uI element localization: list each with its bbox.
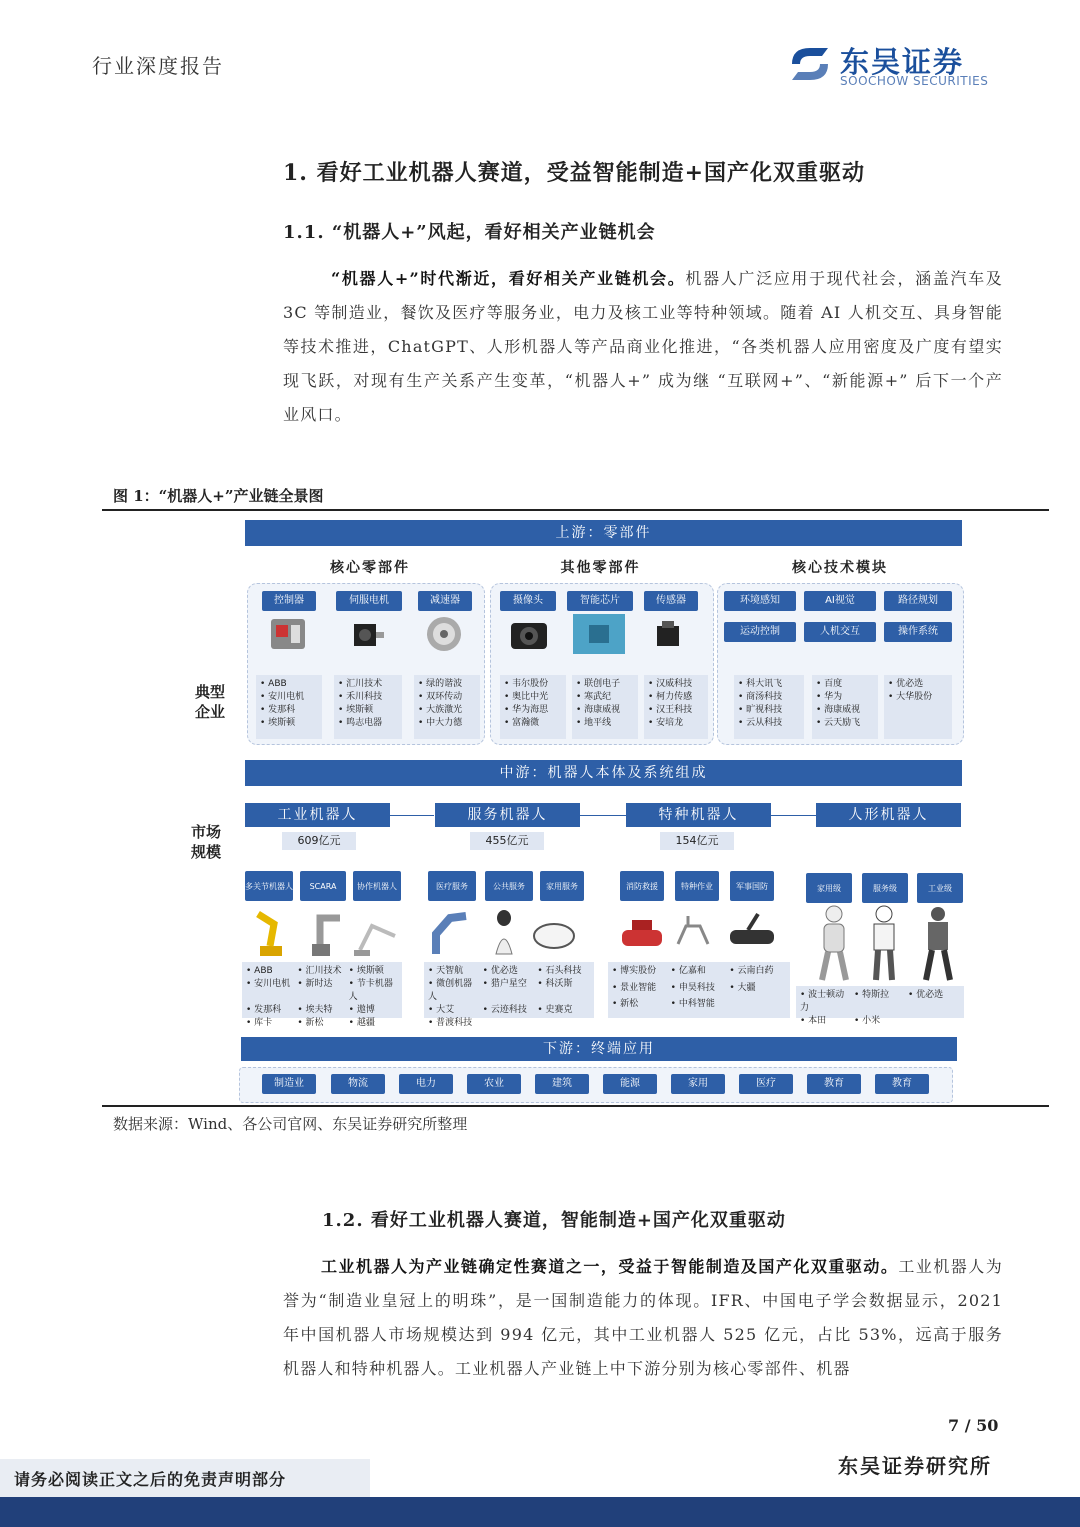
servo-motor-image [350,616,386,652]
section-1-2-body: 工业机器人为誉为“制造业皇冠上的明珠”，是一国制造能力的体现。IFR、中国电子学会数据显示，2021 年中国机器人市场规模达到 994 亿元，其中工业机器人 525 亿元，占比 53%，远高于服务机器人和特种机器人。工业机器人产业链上中下游分别为核心零部件、机器 [283,1257,1004,1378]
group-core-tech-title: 核心技术模块 [792,560,888,576]
list-controller-companies: • ABB • 安川电机 • 发那科 • 埃斯顿 [256,675,322,739]
app-energy: 能源 [603,1074,657,1094]
app-manufacturing: 制造业 [262,1074,316,1094]
reducer-image [424,614,464,654]
app-construction: 建筑 [535,1074,589,1094]
section-1-2-title: 1.2. 看好工业机器人赛道，智能制造+国产化双重驱动 [322,1210,786,1231]
report-type: 行业深度报告 [92,54,224,78]
list-reducer-companies: • 绿的谐波 • 双环传动 • 大族激光 • 中大力德 [414,675,480,739]
list-special-robot-companies: • 博实股份 • 亿嘉和 • 云南白药 • 景业智能 • 申昊科技 • 大疆 • 新松 • 中科智能 [608,962,790,1018]
midstream-bar: 中游：机器人本体及系统组成 [245,760,962,786]
tag-home-service: 家用服务 [540,871,584,901]
logo-cn: 东吴证券 [840,45,965,79]
figure-bottom-rule [102,1105,1049,1107]
list-sensor-companies: • 汉威科技 • 柯力传感 • 汉王科技 • 安培龙 [644,675,708,739]
app-agriculture: 农业 [467,1074,521,1094]
list-chip-companies: • 联创电子 • 寒武纪 • 海康威视 • 地平线 [572,675,638,739]
group-core-parts-title: 核心零部件 [330,560,410,576]
sensor-image [652,618,686,652]
connector-line [390,815,434,816]
list-vision-companies: • 百度 • 华为 • 海康威视 • 云天励飞 [812,675,878,739]
side-label-market: 市场规模 [190,823,221,861]
tag-ai-chip: 智能芯片 [567,591,633,611]
connector-line [770,815,816,816]
ai-chip-image [573,614,625,654]
connector-line [580,815,626,816]
footer-disclaimer: 请务必阅读正文之后的免责声明部分 [14,1470,287,1489]
upstream-bar: 上游：零部件 [245,520,962,546]
footer-org: 东吴证券研究所 [838,1454,992,1478]
side-label-companies: 典型企业 [194,683,225,721]
footer-disclaimer-box [0,1459,370,1497]
tag-fire-rescue: 消防救援 [620,871,664,901]
list-camera-companies: • 韦尔股份 • 奥比中光 • 华为海思 • 富瀚微 [500,675,566,739]
category-service-robot: 服务机器人 [435,803,580,827]
tag-ai-vision: AI视觉 [804,591,876,611]
tag-sensor: 传感器 [644,591,698,611]
tag-controller: 控制器 [262,591,316,611]
tag-special-ops: 特种作业 [675,871,719,901]
tag-servo-motor: 伺服电机 [336,591,402,611]
downstream-bar: 下游：终端应用 [241,1037,957,1061]
tag-scara: SCARA [300,871,346,901]
group-other-parts-title: 其他零部件 [560,560,641,576]
tag-hci: 人机交互 [804,622,876,642]
app-education-2: 教育 [875,1074,929,1094]
tag-os: 操作系统 [884,622,952,642]
camera-image [508,618,550,652]
tag-cobot: 协作机器人 [353,871,401,901]
tag-path-planning: 路径规划 [884,591,952,611]
page-number: 7 / 50 [948,1416,999,1435]
list-planning-companies: • 优必选 • 大华股份 [884,675,952,739]
tag-reducer: 减速器 [418,591,472,611]
footer-band [0,1497,1080,1527]
figure-source: 数据来源：Wind、各公司官网、东吴证券研究所整理 [113,1115,468,1133]
industrial-robot-images [250,906,400,958]
tag-medical-service: 医疗服务 [428,871,476,901]
tag-motion-control: 运动控制 [724,622,796,642]
list-perception-companies: • 科大讯飞 • 商汤科技 • 旷视科技 • 云从科技 [734,675,804,739]
list-humanoid-robot-companies: • 波士顿动力 • 特斯拉 • 优必选 • 本田 • 小米 [796,986,964,1018]
humanoid-robot-images [812,904,962,984]
app-power: 电力 [399,1074,453,1094]
market-size-service: 455亿元 [470,832,544,850]
tag-service-grade: 服务级 [862,873,908,903]
app-education-1: 教育 [807,1074,861,1094]
section-1-2-paragraph [283,1250,1003,1386]
tag-camera: 摄像头 [500,591,556,611]
app-household: 家用 [671,1074,725,1094]
section-1-1-body: 机器人广泛应用于现代社会，涵盖汽车及 3C 等制造业，餐饮及医疗等服务业，电力及核工业等特种领域。随着 AI 人机交互、具身智能等技术推进，ChatGPT、人形机器人等产品商业化推进，“各类机器人应用密度及广度有望实现飞跃，对现有生产关系产生变革，“机器人+” 成为继 “互联网+”、“新能源+” 后下一个产业风口。 [283,269,1003,424]
tag-public-service: 公共服务 [485,871,533,901]
category-industrial-robot: 工业机器人 [245,803,390,827]
tag-military: 军事国防 [730,871,774,901]
tag-articulated-robot: 多关节机器人 [245,871,293,901]
section-1-title: 1. 看好工业机器人赛道，受益智能制造+国产化双重驱动 [283,160,866,186]
controller-image [268,616,308,652]
section-1-1-title: 1.1. “机器人+”风起，看好相关产业链机会 [283,222,656,243]
list-servo-companies: • 汇川技术 • 禾川科技 • 埃斯顿 • 鸣志电器 [334,675,402,739]
category-humanoid-robot: 人形机器人 [816,803,961,827]
tag-household-grade: 家用级 [806,873,852,903]
app-logistics: 物流 [331,1074,385,1094]
tag-industrial-grade: 工业级 [917,873,963,903]
section-1-1-lead: “机器人+”时代渐近，看好相关产业链机会。 [331,269,686,288]
market-size-special: 154亿元 [660,832,734,850]
service-robot-images [426,904,578,958]
logo-en: SOOCHOW SECURITIES [840,74,989,88]
figure-caption: 图 1：“机器人+”产业链全景图 [113,487,324,505]
list-industrial-robot-companies: • ABB • 汇川技术 • 埃斯顿 • 安川电机 • 新时达 • 节卡机器人 • 发那科 • 埃夫特 • 遨博 • 库卡 • 新松 • 越疆 [242,962,402,1018]
market-size-industrial: 609亿元 [282,832,356,850]
special-robot-images [618,904,778,956]
list-service-robot-companies: • 天智航 • 优必选 • 石头科技 • 微创机器人 • 猎户星空 • 科沃斯 • 大艾 • 云迹科技 • 史赛克 • 普渡科技 [424,962,594,1018]
app-medical: 医疗 [739,1074,793,1094]
category-special-robot: 特种机器人 [626,803,771,827]
tag-env-perception: 环境感知 [724,591,796,611]
section-1-2-lead: 工业机器人为产业链确定性赛道之一，受益于智能制造及国产化双重驱动。 [321,1257,899,1276]
